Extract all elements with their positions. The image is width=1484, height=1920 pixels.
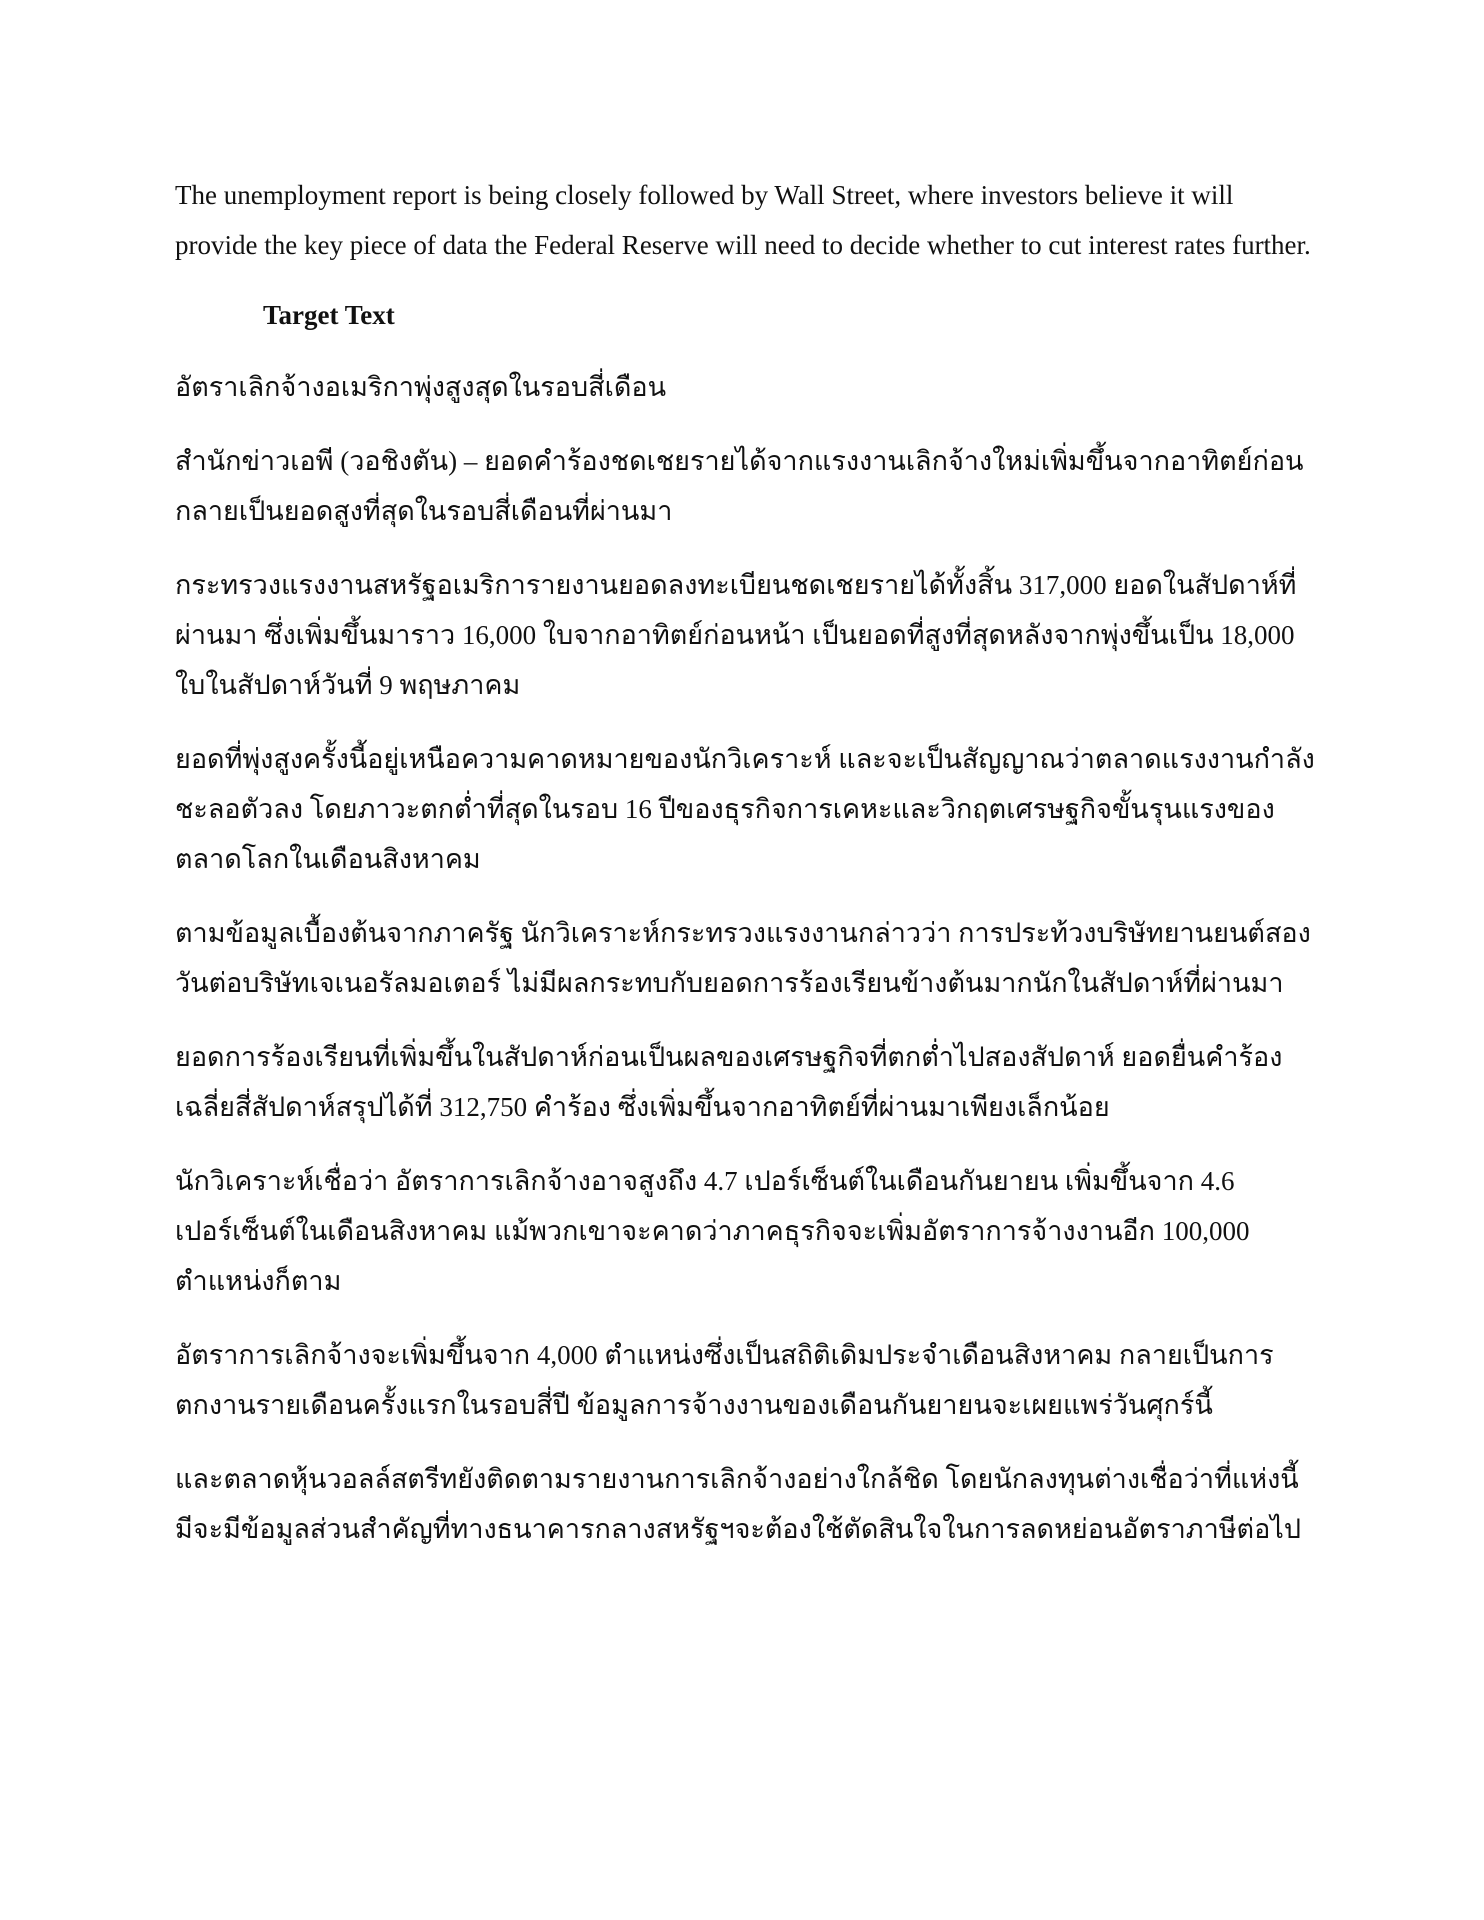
paragraph-3: ยอดที่พุ่งสูงครั้งนี้อยู่เหนือความคาดหมายของนักวิเคราะห์ และจะเป็นสัญญาณว่าตลาดแรงงานกำลังชะลอตัวลง โดยภาวะตกต่ำที่สุดในรอบ 16 ปีของธุรกิจการเคหะและวิกฤตเศรษฐกิจขั้นรุนแรงของตลาดโลกในเดือนสิงหาคม — [175, 744, 1315, 874]
paragraph-6: นักวิเคราะห์เชื่อว่า อัตราการเลิกจ้างอาจสูงถึง 4.7 เปอร์เซ็นต์ในเดือนกันยายน เพิ่มขึ้นจาก 4.6 เปอร์เซ็นต์ในเดือนสิงหาคม แม้พวกเขาจะคาดว่าภาคธุรกิจจะเพิ่มอัตราการจ้างงานอีก 100,000 ตำแหน่งก็ตาม — [175, 1166, 1250, 1296]
paragraph-1: สำนักข่าวเอพี (วอชิงตัน) – ยอดคำร้องชดเชยรายได้จากแรงงานเลิกจ้างใหม่เพิ่มขึ้นจากอาทิตย์ก่อน กลายเป็นยอดสูงที่สุดในรอบสี่เดือนที่ผ่านมา — [175, 446, 1304, 526]
document-page — [175, 170, 1315, 1578]
paragraph-2: กระทรวงแรงงานสหรัฐอเมริการายงานยอดลงทะเบียนชดเชยรายได้ทั้งสิ้น 317,000 ยอดในสัปดาห์ที่ผ่านมา ซึ่งเพิ่มขึ้นมาราว 16,000 ใบจากอาทิตย์ก่อนหน้า เป็นยอดที่สูงที่สุดหลังจากพุ่งขึ้นเป็น 18,000 ใบในสัปดาห์วันที่ 9 พฤษภาคม — [175, 570, 1297, 700]
intro-paragraph: The unemployment report is being closely followed by Wall Street, where investors believe it will provide the key piece of data the Federal Reserve will need to decide whether to cut interest rates further. — [175, 180, 1311, 260]
paragraph-5: ยอดการร้องเรียนที่เพิ่มขึ้นในสัปดาห์ก่อนเป็นผลของเศรษฐกิจที่ตกต่ำไปสองสัปดาห์ ยอดยื่นคำร้องเฉลี่ยสี่สัปดาห์สรุปได้ที่ 312,750 คำร้อง ซึ่งเพิ่มขึ้นจากอาทิตย์ที่ผ่านมาเพียงเล็กน้อย — [175, 1042, 1283, 1122]
thai-title: อัตราเลิกจ้างอเมริกาพุ่งสูงสุดในรอบสี่เดือน — [175, 372, 667, 402]
paragraph-4: ตามข้อมูลเบื้องต้นจากภาครัฐ นักวิเคราะห์กระทรวงแรงงานกล่าวว่า การประท้วงบริษัทยานยนต์สองวันต่อบริษัทเจเนอรัลมอเตอร์ ไม่มีผลกระทบกับยอดการร้องเรียนข้างต้นมากนักในสัปดาห์ที่ผ่านมา — [175, 918, 1311, 998]
paragraph-8: และตลาดหุ้นวอลล์สตรีทยังติดตามรายงานการเลิกจ้างอย่างใกล้ชิด โดยนักลงทุนต่างเชื่อว่าที่แห่งนี้มีจะมีข้อมูลส่วนสำคัญที่ทางธนาคารกลางสหรัฐฯจะต้องใช้ตัดสินใจในการลดหย่อนอัตราภาษีต่อไป — [175, 1464, 1302, 1544]
section-heading: Target Text — [263, 300, 395, 330]
paragraph-7: อัตราการเลิกจ้างจะเพิ่มขึ้นจาก 4,000 ตำแหน่งซึ่งเป็นสถิติเดิมประจำเดือนสิงหาคม กลายเป็นการตกงานรายเดือนครั้งแรกในรอบสี่ปี ข้อมูลการจ้างงานของเดือนกันยายนจะเผยแพร่วันศุกร์นี้ — [175, 1340, 1274, 1420]
